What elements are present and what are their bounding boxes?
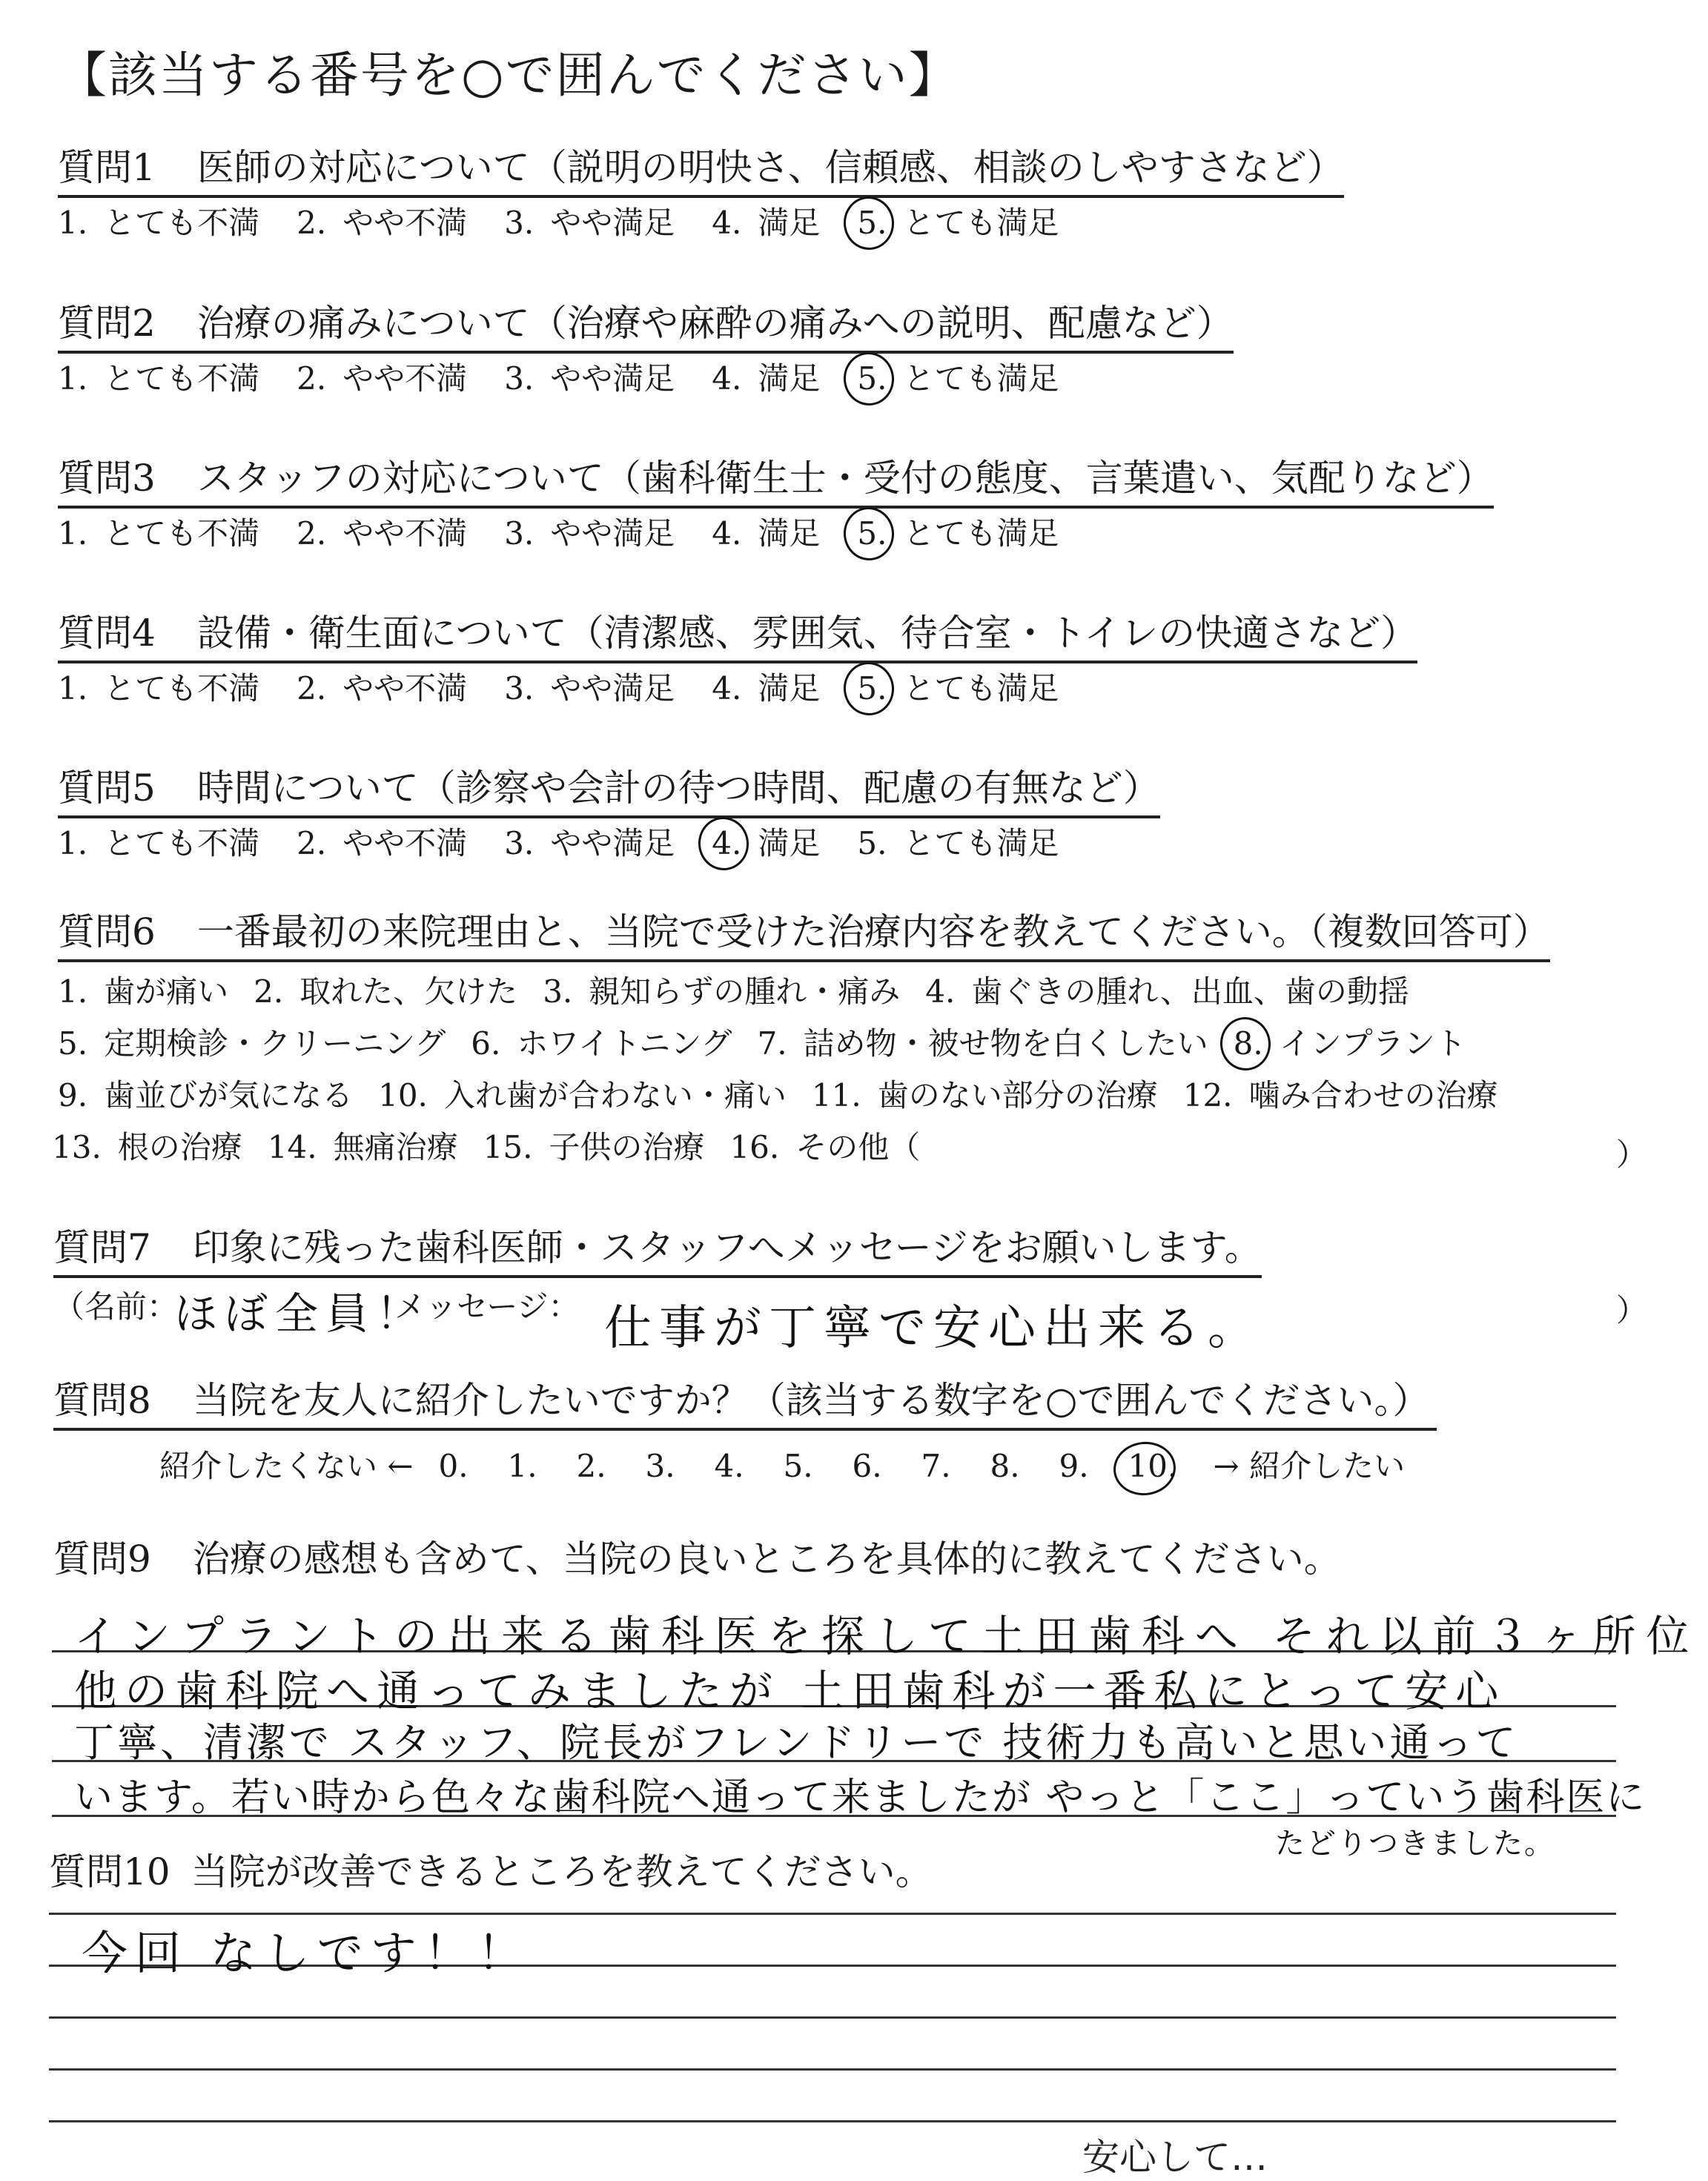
q7-number: 質問7 [53, 1226, 151, 1269]
q6-option-11[interactable] [812, 1075, 1158, 1116]
q8-text: 当院を友人に紹介したいですか？（該当する数字を○で囲んでください。） [192, 1379, 1430, 1422]
option-number: 4. [925, 973, 956, 1010]
q5-option-3[interactable] [504, 823, 675, 864]
q3-option-5[interactable] [857, 513, 1059, 555]
q5-text: 時間について（診察や会計の待つ時間、配慮の有無など） [196, 767, 1160, 810]
q2-option-5[interactable] [857, 358, 1059, 400]
q7-name-answer[interactable]: ほぼ全員！ [174, 1288, 427, 1339]
q3-option-1[interactable] [58, 513, 259, 555]
q4-option-4[interactable] [712, 668, 820, 709]
option-label: 歯のない部分の治療 [877, 1077, 1158, 1113]
option-number: 3. [543, 973, 573, 1010]
q3-option-2[interactable] [297, 513, 467, 555]
q6-title [58, 909, 1550, 962]
q7-title [53, 1225, 1262, 1278]
option-label: 入れ歯が合わない・痛い [443, 1077, 787, 1113]
option-label: ホワイトニング [517, 1025, 732, 1062]
q6-row-3 [58, 1075, 1523, 1116]
q5-option-2[interactable] [297, 823, 467, 864]
q6-option-7[interactable] [758, 1023, 1208, 1065]
q9-number: 質問9 [53, 1538, 151, 1581]
q6-option-4[interactable] [925, 971, 1409, 1013]
option-label: 満足 [758, 360, 821, 397]
footer-handwriting: 安心して… [1082, 2136, 1268, 2179]
option-label: 詰め物・被せ物を白くしたい [803, 1025, 1208, 1062]
q8-scale-5[interactable]: 5. [783, 1448, 813, 1484]
q7-close-paren: ） [1616, 1292, 1648, 1328]
option-label: とても満足 [903, 670, 1059, 706]
q3-option-3[interactable] [504, 513, 675, 555]
option-label: とても満足 [903, 515, 1059, 552]
q6-option-5[interactable] [58, 1023, 446, 1065]
option-number: 4. [712, 515, 742, 552]
option-label: 歯ぐきの腫れ、出血、歯の動揺 [971, 973, 1409, 1010]
q9-title [53, 1536, 1341, 1586]
option-number: 3. [504, 670, 534, 706]
option-number: 5. [857, 358, 887, 400]
q6-option-13[interactable] [52, 1127, 242, 1168]
option-label: 取れた、欠けた [299, 973, 518, 1010]
q4-number: 質問4 [58, 612, 156, 655]
option-label: 満足 [758, 515, 821, 552]
q8-scale-2[interactable]: 2. [576, 1448, 606, 1484]
q5-option-1[interactable] [58, 823, 259, 864]
option-label: やや不満 [342, 515, 468, 552]
option-label: 定期検診・クリーニング [104, 1025, 446, 1062]
q10-rule-1 [49, 1913, 1616, 1915]
option-label: とても満足 [903, 360, 1059, 397]
q8-scale-6[interactable]: 6. [852, 1448, 882, 1484]
option-label: 根の治療 [117, 1129, 242, 1165]
option-number: 3. [504, 515, 534, 552]
q2-title [58, 300, 1234, 354]
q9-answer-line-4[interactable]: います。若い時から色々な歯科院へ通って来ましたが やっと「ここ」っていう歯科医に [74, 1775, 1646, 1820]
q7-name-row [53, 1286, 178, 1328]
option-number: 1. [58, 825, 88, 861]
q4-option-5[interactable] [857, 668, 1059, 709]
option-number: 13. [52, 1129, 102, 1165]
q6-option-16[interactable] [729, 1127, 920, 1168]
option-number: 1. [58, 973, 88, 1010]
q8-right-label: → 紹介したい [1213, 1448, 1406, 1484]
option-number: 2. [297, 825, 327, 861]
q6-number: 質問6 [58, 910, 156, 953]
q9-answer-line-3[interactable]: 丁寧、清潔で スタッフ、院長がフレンドリーで 技術力も高いと思い通って [74, 1719, 1519, 1766]
option-number: 5. [58, 1025, 88, 1062]
option-number: 1. [58, 205, 88, 241]
q10-number: 質問10 [49, 1850, 171, 1893]
option-number: 3. [504, 825, 534, 861]
option-label: とても不満 [104, 825, 260, 861]
option-label: とても満足 [903, 205, 1059, 241]
option-label: 親知らずの腫れ・痛み [589, 973, 901, 1010]
option-label: 噛み合わせの治療 [1248, 1077, 1498, 1113]
q5-title [58, 765, 1160, 818]
option-number: 4. [712, 823, 741, 864]
q6-option-15[interactable] [483, 1127, 705, 1168]
q9-text: 治療の感想も含めて、当院の良いところを具体的に教えてください。 [192, 1538, 1341, 1581]
q8-scale-8[interactable]: 8. [990, 1448, 1020, 1484]
q10-rule-5 [49, 2120, 1616, 2122]
option-number: 5. [857, 825, 887, 861]
option-label: 満足 [758, 825, 821, 861]
q6-row-2 [58, 1023, 1492, 1065]
option-number: 3. [504, 205, 534, 241]
q2-number: 質問2 [58, 302, 156, 345]
q6-option-3[interactable] [543, 971, 900, 1013]
option-label: やや不満 [342, 825, 468, 861]
q6-row-1 [58, 971, 1434, 1013]
q6-option-14[interactable] [268, 1127, 458, 1168]
q2-option-1[interactable] [58, 358, 259, 400]
q2-option-3[interactable] [504, 358, 675, 400]
option-number: 8. [1234, 1023, 1263, 1065]
option-number: 15. [483, 1129, 533, 1165]
q6-row-4 [52, 1127, 945, 1168]
q1-title [58, 145, 1344, 198]
option-label: とても不満 [104, 670, 260, 706]
q3-options [58, 513, 1096, 555]
option-number: 1. [58, 670, 88, 706]
option-label: やや満足 [550, 670, 675, 706]
q8-number: 質問8 [53, 1379, 151, 1422]
option-number: 2. [297, 670, 327, 706]
q1-number: 質問1 [58, 146, 156, 189]
q7-text: 印象に残った歯科医師・スタッフへメッセージをお願いします。 [192, 1226, 1262, 1269]
q7-name-label: （名前： [53, 1288, 179, 1325]
q8-scale-7[interactable]: 7. [921, 1448, 951, 1484]
option-number: 16. [729, 1129, 780, 1165]
option-label: やや不満 [342, 670, 468, 706]
q8-scale-10[interactable]: 10. [1128, 1448, 1197, 1484]
option-number: 3. [504, 360, 534, 397]
option-label: その他（ [795, 1129, 921, 1165]
q10-rule-3 [49, 2016, 1616, 2019]
option-label: とても満足 [903, 825, 1059, 861]
q6-option-12[interactable] [1183, 1075, 1498, 1116]
q3-option-4[interactable] [712, 513, 820, 555]
option-label: やや不満 [342, 205, 468, 241]
q3-title [58, 455, 1494, 509]
q10-answer[interactable]: 今回 なしです！！ [82, 1926, 531, 1980]
option-label: やや満足 [550, 205, 675, 241]
q1-option-1[interactable] [58, 202, 259, 244]
option-number: 2. [297, 515, 327, 552]
option-number: 2. [297, 360, 327, 397]
option-label: とても不満 [104, 360, 260, 397]
option-number: 1. [58, 360, 88, 397]
q1-options [58, 202, 1096, 244]
q6-option-1[interactable] [58, 971, 228, 1013]
q4-title [58, 610, 1417, 663]
q8-scale-0[interactable]: 0. [438, 1448, 469, 1484]
q4-options [58, 668, 1096, 709]
option-label: やや不満 [342, 360, 468, 397]
q1-option-3[interactable] [504, 202, 675, 244]
q4-text: 設備・衛生面について（清潔感、雰囲気、待合室・トイレの快適さなど） [196, 612, 1418, 655]
option-number: 14. [267, 1129, 317, 1165]
option-number: 6. [471, 1025, 501, 1062]
q9-answer-line-5[interactable]: たどりつきました。 [1275, 1827, 1555, 1861]
q7-message-answer[interactable]: 仕事が丁寧で安心出来る。 [604, 1301, 1262, 1356]
q1-option-4[interactable] [712, 202, 820, 244]
q8-scale-3[interactable]: 3. [645, 1448, 675, 1484]
q5-option-5[interactable] [857, 823, 1059, 864]
q8-scale [159, 1442, 1405, 1486]
option-label: 歯が痛い [104, 973, 229, 1010]
q6-close-paren: ） [1616, 1136, 1648, 1173]
q8-title [53, 1377, 1437, 1431]
q10-rule-4 [49, 2068, 1616, 2071]
option-label: 満足 [758, 670, 821, 706]
q2-options [58, 358, 1096, 400]
q8-left-label: 紹介したくない ← [159, 1448, 414, 1484]
q6-option-10[interactable] [378, 1075, 787, 1116]
q2-option-2[interactable] [297, 358, 467, 400]
option-label: インプラント [1279, 1025, 1466, 1062]
q1-text: 医師の対応について（説明の明快さ、信頼感、相談のしやすさなど） [196, 146, 1344, 189]
q10-text: 当院が改善できるところを教えてください。 [191, 1850, 933, 1893]
q6-text: 一番最初の来院理由と、当院で受けた治療内容を教えてください。（複数回答可） [196, 910, 1550, 953]
option-label: 歯並びが気になる [104, 1077, 354, 1113]
option-number: 7. [757, 1025, 787, 1062]
option-number: 2. [297, 205, 327, 241]
q5-options [58, 823, 1096, 864]
q4-option-1[interactable] [58, 668, 259, 709]
q3-number: 質問3 [58, 457, 156, 500]
q4-option-3[interactable] [504, 668, 675, 709]
option-number: 4. [712, 360, 742, 397]
q8-scale-1[interactable]: 1. [507, 1448, 537, 1484]
option-label: やや満足 [550, 515, 675, 552]
q2-text: 治療の痛みについて（治療や麻酔の痛みへの説明、配慮など） [196, 302, 1234, 345]
option-number: 5. [857, 513, 887, 555]
option-label: 満足 [758, 205, 821, 241]
q6-option-9[interactable] [58, 1075, 353, 1116]
option-number: 10. [378, 1077, 428, 1113]
option-label: とても不満 [104, 515, 260, 552]
q9-answer-line-2[interactable]: 他の歯科院へ通ってみましたが 土田歯科が一番私にとって安心 [74, 1666, 1506, 1716]
q7-message-label: メッセージ： [394, 1288, 580, 1325]
q6-option-6[interactable] [471, 1023, 732, 1065]
option-number: 2. [254, 973, 284, 1010]
q5-number: 質問5 [58, 767, 156, 810]
option-number: 1. [58, 515, 88, 552]
survey-header: 【該当する番号を○で囲んでください】 [58, 47, 959, 104]
option-label: やや満足 [550, 360, 675, 397]
option-number: 11. [811, 1077, 861, 1113]
q8-scale-9[interactable]: 9. [1059, 1448, 1089, 1484]
option-number: 4. [712, 205, 742, 241]
option-number: 9. [58, 1077, 88, 1113]
q1-option-2[interactable] [297, 202, 467, 244]
option-label: やや満足 [550, 825, 675, 861]
option-label: 無痛治療 [333, 1129, 458, 1165]
option-number: 12. [1182, 1077, 1233, 1113]
option-number: 5. [857, 202, 887, 244]
q3-text: スタッフの対応について（歯科衛生士・受付の態度、言葉遣い、気配りなど） [196, 457, 1494, 500]
q4-option-2[interactable] [297, 668, 467, 709]
q6-option-8[interactable] [1234, 1023, 1466, 1065]
q8-scale-4[interactable]: 4. [714, 1448, 744, 1484]
option-label: 子供の治療 [549, 1129, 705, 1165]
q9-answer-line-1[interactable]: インプラントの出来る歯科医を探して土田歯科へ それ以前３ヶ所位 [74, 1611, 1700, 1661]
q2-option-4[interactable] [712, 358, 820, 400]
option-number: 5. [857, 668, 887, 709]
q6-option-2[interactable] [254, 971, 517, 1013]
q1-option-5[interactable] [857, 202, 1059, 244]
q10-title [49, 1849, 933, 1899]
q5-option-4[interactable] [712, 823, 820, 864]
option-label: とても不満 [104, 205, 260, 241]
option-number: 4. [712, 670, 742, 706]
